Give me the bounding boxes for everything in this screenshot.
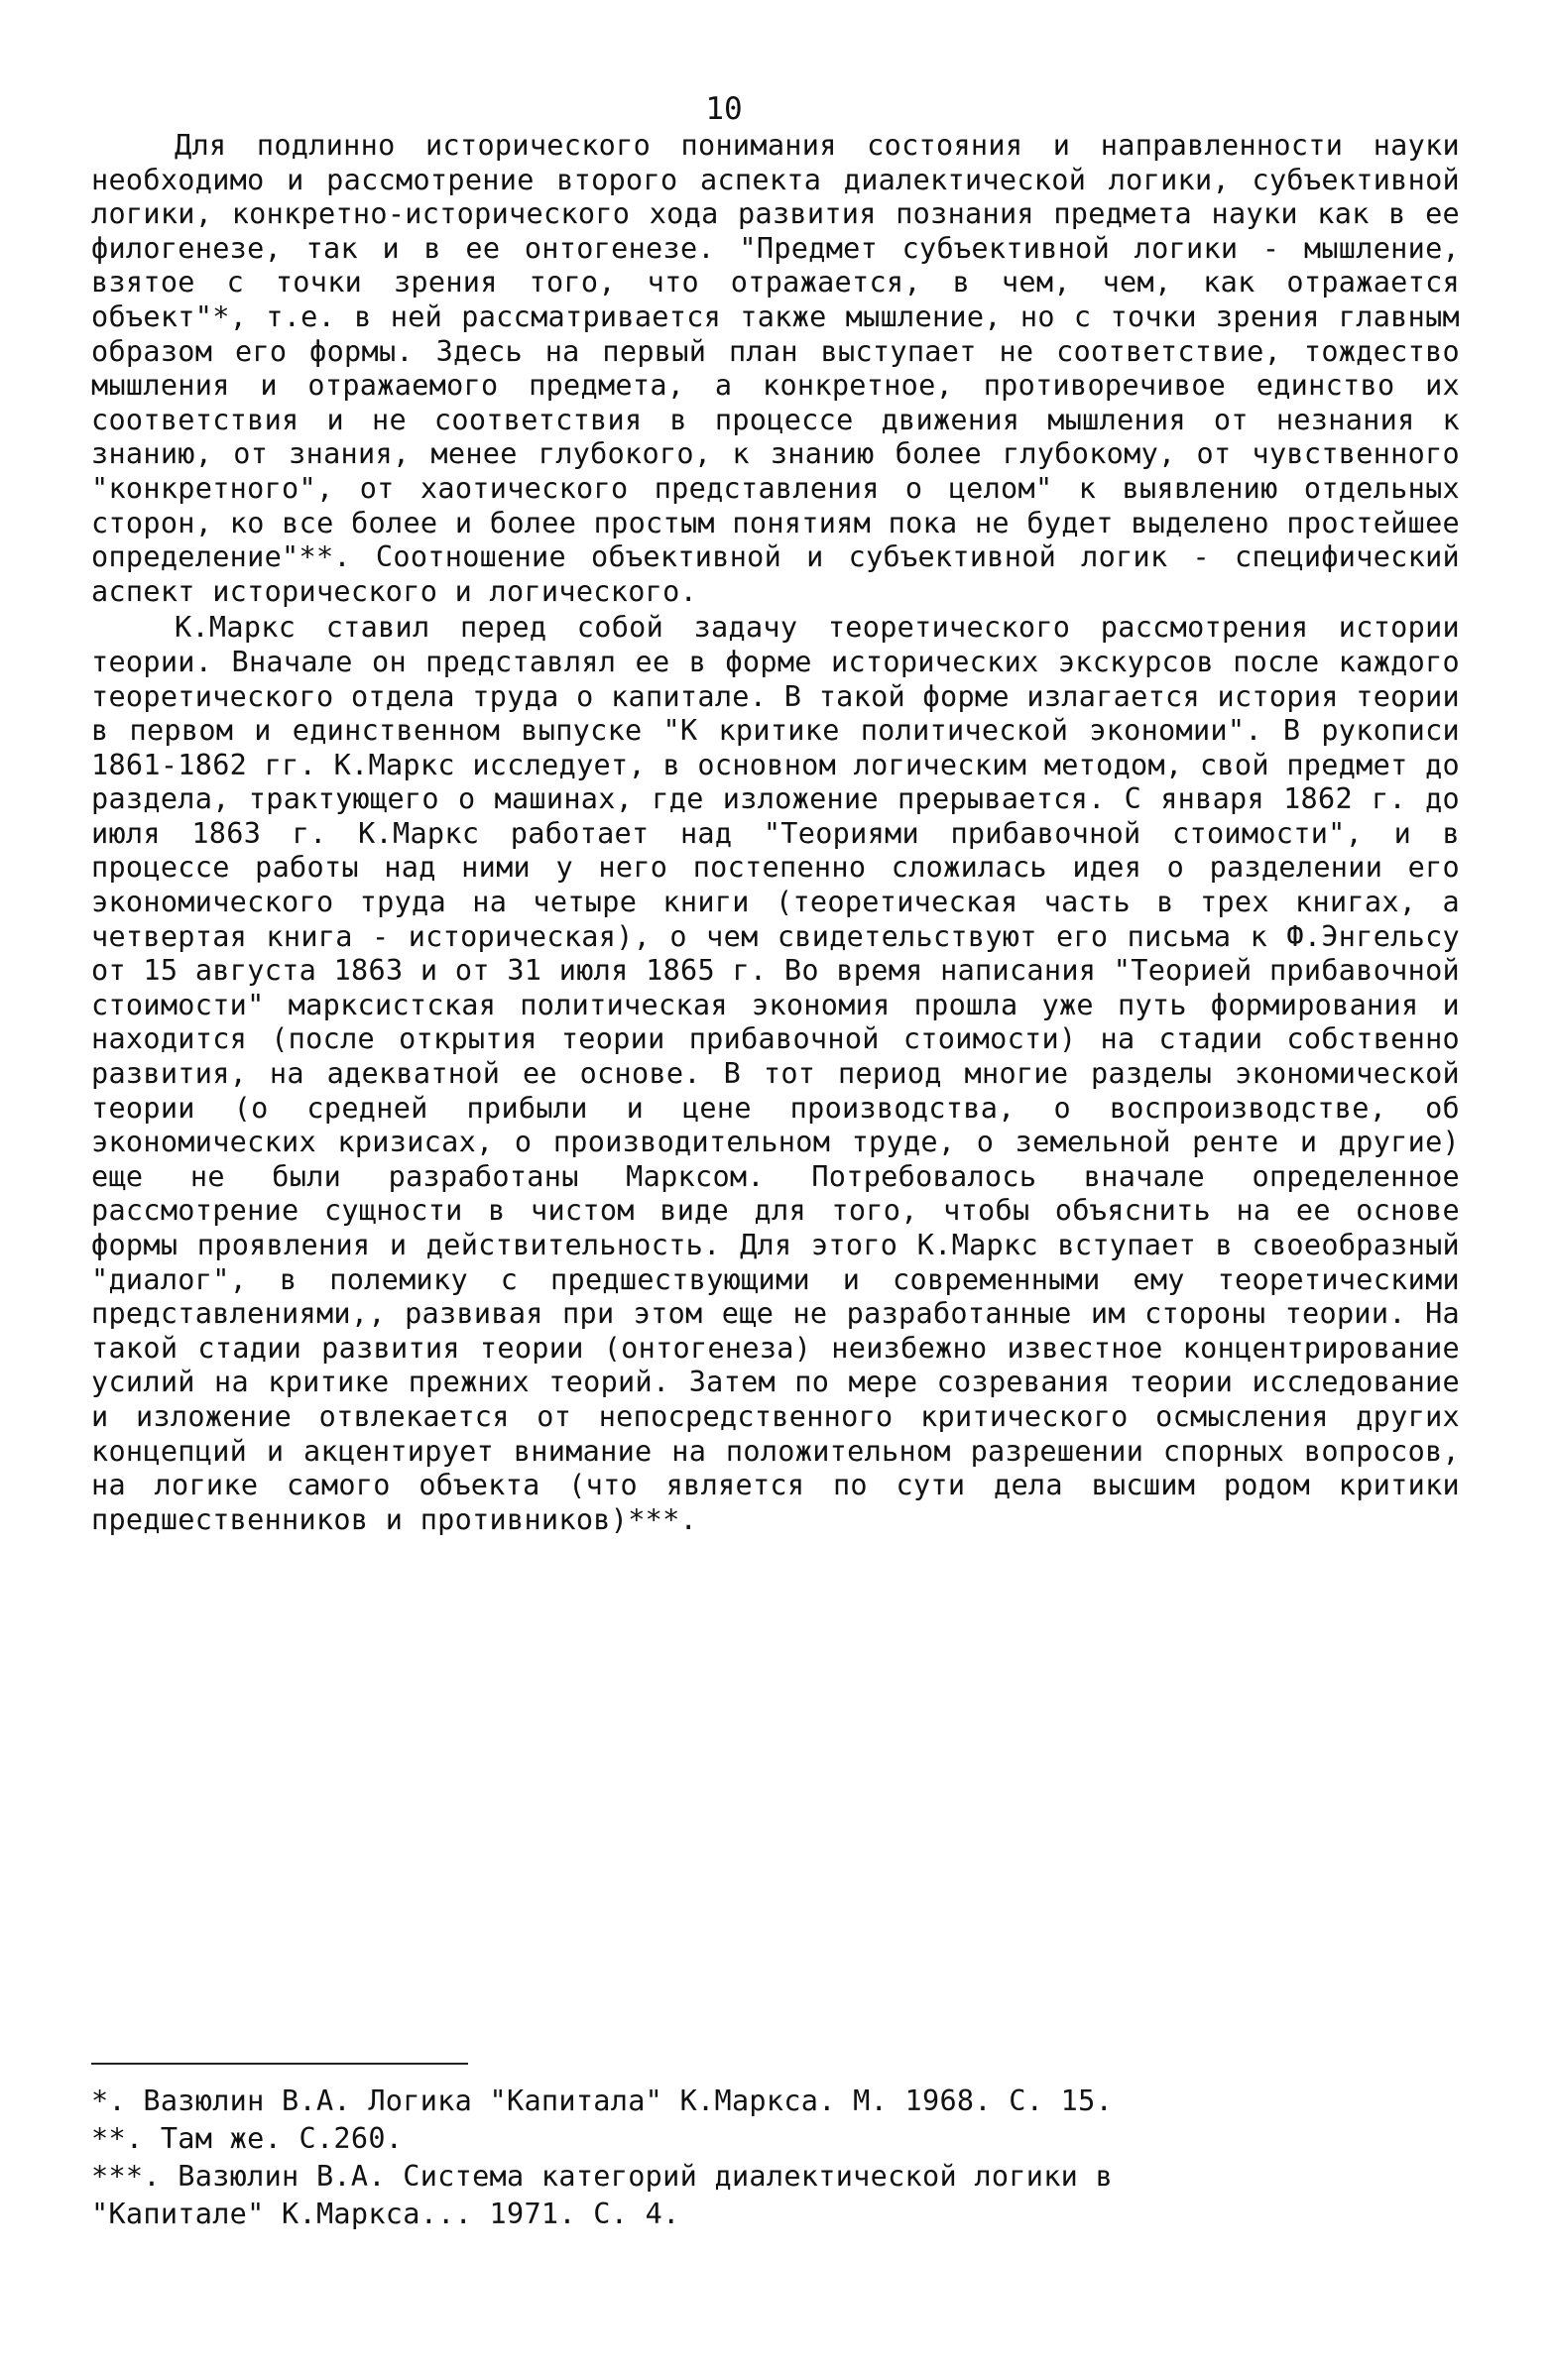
page-number: 10 xyxy=(705,91,743,127)
footnotes xyxy=(91,2082,1460,2233)
footnote-3-continued: "Капитале" К.Маркса... 1971. С. 4. xyxy=(91,2198,680,2230)
paragraph-2: К.Маркс ставил перед собой задачу теоретического рассмотрения истории теории. Вначале он представлял ее в форме исторических экскурсов после каждого теоретического отдела труда о капитале. В такой форме излагается история теории в первом и единственном выпуске "К критике политической экономии". В рукописи 1861-1862 гг. К.Маркс исследует, в основном логическим методом, свой предмет до раздела, трактующего о машинах, где изложение прерывается. С января 1862 г. до июля 1863 г. К.Маркс работает над "Теориями прибавочной стоимости", и в процессе работы над ними у него постепенно сложилась идея о разделении его экономического труда на четыре книги (теоретическая часть в трех книгах, а четвертая книга - историческая), о чем свидетельствуют его письма к Ф.Энгельсу от 15 августа 1863 и от 31 июля 1865 г. Во время написания "Теорией прибавочной стоимости" марксистская политическая экономия прошла уже путь формирования и находится (после открытия теории прибавочной стоимости) на стадии собственно развития, на адекватной ее основе. В тот период многие разделы экономической теории (о средней прибыли и цене производства, о воспроизводстве, об экономических кризисах, о производительном труде, о земельной ренте и другие) еще не были разработаны Марксом. Потребовалось вначале определенное рассмотрение сущности в чистом виде для того, чтобы объяснить на ее основе формы проявления и действительность. Для этого К.Маркс вступает в своеобразный "диалог", в полемику с предшествующими и современными ему теоретическими представлениями,, развивая при этом еще не разработанные им стороны теории. На такой стадии развития теории (онтогенеза) неизбежно известное концентрирование усилий на критике прежних теорий. Затем по мере созревания теории исследование и изложение отвлекается от непосредственного критического осмысления других концепций и акцентирует внимание на положительном разрешении спорных вопросов, на логике самого объекта (что является по сути дела высшим родом критики предшественников и противников)***. xyxy=(91,611,1460,1536)
footnote-2: **. Там же. С.260. xyxy=(91,2122,404,2155)
footnote-3: ***. Вазюлин В.А. Система категорий диалектической логики в xyxy=(91,2160,1114,2193)
footnote-divider xyxy=(91,2063,468,2065)
paragraph-1: Для подлинно исторического понимания состояния и направленности науки необходимо и рассмотрение второго аспекта диалектической логики, субъективной логики, конкретно-исторического хода развития познания предмета науки как в ее филогенезе, так и в ее онтогенезе. "Предмет субъективной логики - мышление, взятое с точки зрения того, что отражается, в чем, чем, как отражается объект"*, т.е. в ней рассматривается также мышление, но с точки зрения главным образом его формы. Здесь на первый план выступает не соответствие, тождество мышления и отражаемого предмета, а конкретное, противоречивое единство их соответствия и не соответствия в процессе движения мышления от незнания к знанию, от знания, менее глубокого, к знанию более глубокому, от чувственного "конкретного", от хаотического представления о целом" к выявлению отдельных сторон, ко все более и более простым понятиям пока не будет выделено простейшее определение"**. Соотношение объективной и субъективной логик - специфический аспект исторического и логического. xyxy=(91,129,1460,608)
footnote-1: *. Вазюлин В.А. Логика "Капитала" К.Маркса. М. 1968. С. 15. xyxy=(91,2084,1114,2117)
main-text xyxy=(91,129,1460,1537)
